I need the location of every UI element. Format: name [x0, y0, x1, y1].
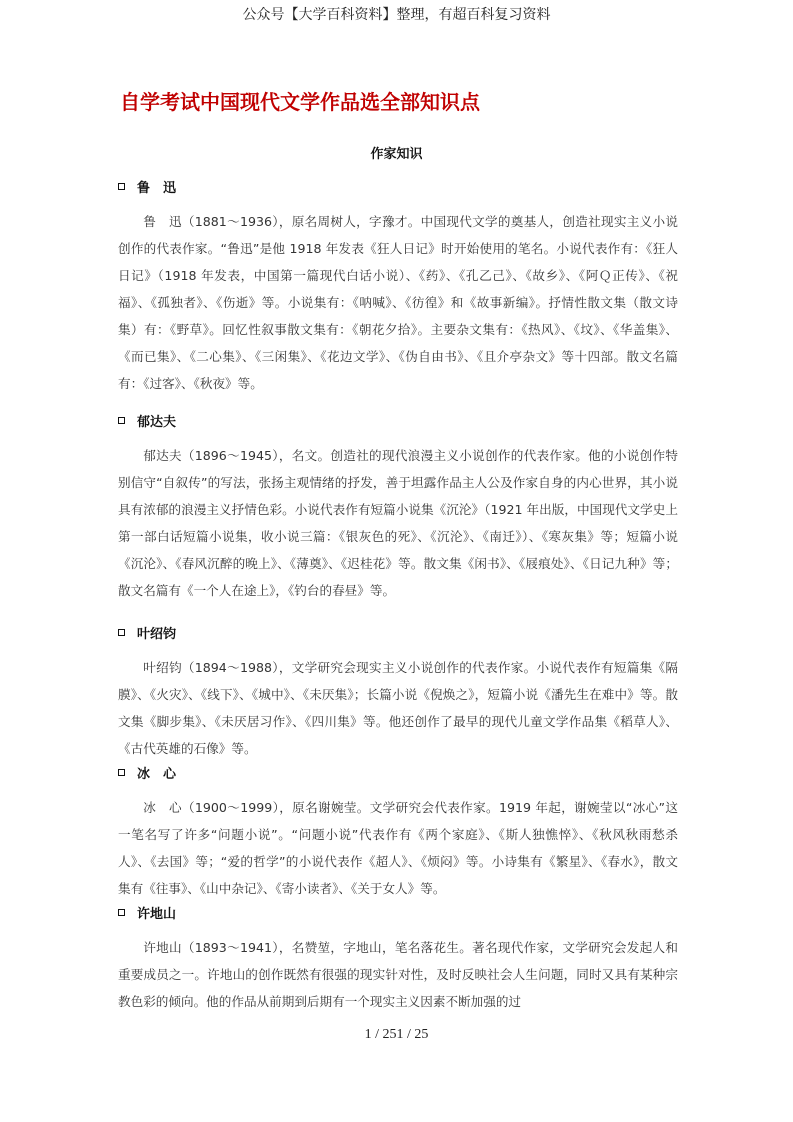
- author-section-bingxin: [118, 762, 678, 902]
- author-name: 鲁 迅: [137, 180, 177, 196]
- document-title: 自学考试中国现代文学作品选全部知识点: [120, 90, 480, 114]
- author-section-yudafu: [118, 410, 678, 604]
- square-bullet-icon: [118, 909, 125, 916]
- author-name: 郁达夫: [137, 414, 177, 430]
- author-heading: [118, 622, 678, 642]
- author-bio: 鲁 迅（1881～1936），原名周树人，字豫才。中国现代文学的奠基人，创造社现实主义小说创作的代表作家。“鲁迅”是他 1918 年发表《狂人日记》时开始使用的笔名。小说代表作有：《狂人日记》（1918 年发表，中国第一篇现代白话小说）、《药》、《孔乙己》、《故乡》、《阿Ｑ正传》、《祝福》、《孤独者》、《伤逝》等。小说集有：《呐喊》、《彷徨》和《故事新编》。抒情性散文集（散文诗集）有：《野草》。回忆性叙事散文集有：《朝花夕拾》。主要杂文集有：《热风》、《坟》、《华盖集》、《而已集》、《二心集》、《三闲集》、《花边文学》、《伪自由书》、《且介亭杂文》等十四部。散文名篇有：《过客》、《秋夜》等。: [118, 214, 678, 391]
- square-bullet-icon: [118, 417, 125, 424]
- author-bio: 许地山（1893～1941），名赞堃，字地山，笔名落花生。著名现代作家，文学研究会发起人和重要成员之一。许地山的创作既然有很强的现实针对性，及时反映社会人生问题，同时又具有某种宗教色彩的倾向。他的作品从前期到后期有一个现实主义因素不断加强的过: [118, 940, 678, 1009]
- author-section-yeshaojun: [118, 622, 678, 762]
- author-bio: 叶绍钧（1894～1988），文学研究会现实主义小说创作的代表作家。小说代表作有短篇集《隔膜》、《火灾》、《线下》、《城中》、《未厌集》；长篇小说《倪焕之》，短篇小说《潘先生在难中》等。散文集《脚步集》、《未厌居习作》、《四川集》等。他还创作了最早的现代儿童文学作品集《稻草人》、《古代英雄的石像》等。: [118, 660, 678, 756]
- author-bio: 冰 心（1900～1999），原名谢婉莹。文学研究会代表作家。1919 年起，谢婉莹以“冰心”这一笔名写了许多“问题小说”。“问题小说”代表作有《两个家庭》、《斯人独憔悴》、《秋风秋雨愁杀人》、《去国》等；“爱的哲学”的小说代表作《超人》、《烦闷》等。小诗集有《繁星》、《春水》，散文集有《往事》、《山中杂记》、《寄小读者》、《关于女人》等。: [118, 800, 678, 896]
- square-bullet-icon: [118, 769, 125, 776]
- author-heading: [118, 410, 678, 430]
- page-number: 1 / 251 / 25: [364, 1027, 429, 1042]
- section-title: 作家知识: [370, 147, 423, 162]
- author-name: 冰 心: [137, 766, 177, 782]
- author-heading: [118, 176, 678, 196]
- author-bio: 郁达夫（1896～1945），名文。创造社的现代浪漫主义小说创作的代表作家。他的小说创作特别信守“自叙传”的写法，张扬主观情绪的抒发，善于坦露作品主人公及作家自身的内心世界，其小说具有浓郁的浪漫主义抒情色彩。小说代表作有短篇小说集《沉沦》（1921 年出版，中国现代文学史上第一部白话短篇小说集，收小说三篇：《银灰色的死》、《沉沦》、《南迁》）、《寒灰集》等；短篇小说《沉沦》、《春风沉醉的晚上》、《薄奠》、《迟桂花》等。散文集《闲书》、《屐痕处》、《日记九种》等；散文名篇有《一个人在途上》，《钓台的春昼》等。: [118, 448, 678, 598]
- author-section-xudishan: [118, 902, 678, 1015]
- square-bullet-icon: [118, 183, 125, 190]
- author-name: 许地山: [137, 906, 177, 922]
- author-section-luxun: [118, 176, 678, 397]
- header-note: 公众号【大学百科资料】整理，有超百科复习资料: [242, 7, 551, 23]
- author-name: 叶绍钧: [137, 626, 177, 642]
- author-heading: [118, 902, 678, 922]
- square-bullet-icon: [118, 629, 125, 636]
- author-heading: [118, 762, 678, 782]
